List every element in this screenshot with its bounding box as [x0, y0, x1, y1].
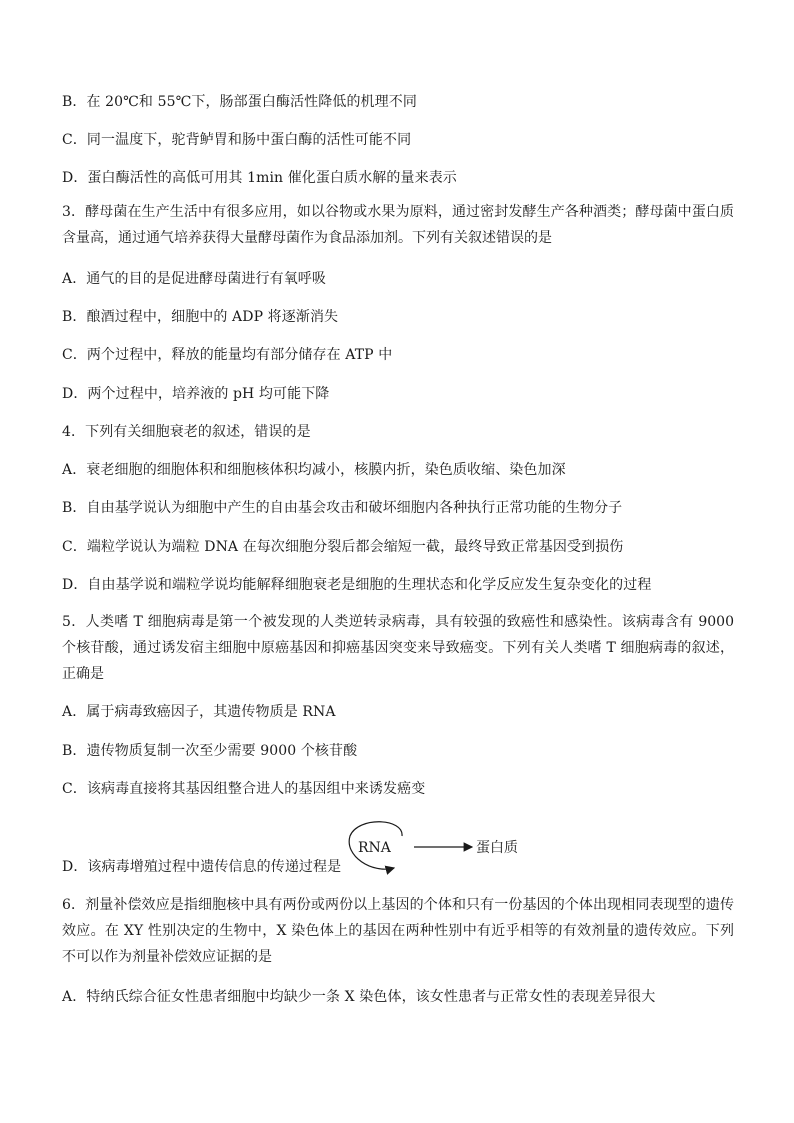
option-c-q2: C．同一温度下，驼背鲈胃和肠中蛋白酶的活性可能不同 [62, 132, 412, 148]
option-d-q2: D．蛋白酶活性的高低可用其 1min 催化蛋白质水解的量来表示 [62, 170, 457, 186]
rna-protein-diagram [344, 814, 544, 876]
option-b-q4: B．自由基学说认为细胞中产生的自由基会攻击和破坏细胞内各种执行正常功能的生物分子 [62, 500, 623, 516]
option-a-q3: A．通气的目的是促进酵母菌进行有氧呼吸 [62, 271, 327, 287]
option-d-q5: D．该病毒增殖过程中遗传信息的传递过程是 [62, 859, 342, 875]
question-4-stem: 4．下列有关细胞衰老的叙述，错误的是 [62, 424, 311, 440]
document-page [62, 0, 742, 1123]
option-c-q3: C．两个过程中，释放的能量均有部分储存在 ATP 中 [62, 347, 393, 363]
option-d-q3: D．两个过程中，培养液的 pH 均可能下降 [62, 386, 330, 402]
question-3-stem: 3．酵母菌在生产生活中有很多应用，如以谷物或水果为原料，通过密封发酵生产各种酒类；酵母菌中蛋白质含量高，通过通气培养获得大量酵母菌作为食品添加剂。下列有关叙述错误的是 [62, 204, 734, 246]
option-d-q4: D．自由基学说和端粒学说均能解释细胞衰老是细胞的生理状态和化学反应发生复杂变化的过程 [62, 577, 652, 593]
rna-protein-svg [344, 814, 544, 876]
option-b-q2: B．在 20℃和 55℃下，肠部蛋白酶活性降低的机理不同 [62, 94, 417, 110]
option-a-q4: A．衰老细胞的细胞体积和细胞核体积均减小，核膜内折，染色质收缩、染色加深 [62, 462, 566, 478]
protein-label: 蛋白质 [476, 840, 518, 856]
option-b-q3: B．酿酒过程中，细胞中的 ADP 将逐渐消失 [62, 309, 339, 325]
option-b-q5: B．遗传物质复制一次至少需要 9000 个核苷酸 [62, 743, 358, 759]
question-5-stem: 5．人类嗜 T 细胞病毒是第一个被发现的人类逆转录病毒，具有较强的致癌性和感染性。该病毒含有 9000 个核苷酸，通过诱发宿主细胞中原癌基因和抑癌基因突变来导致癌变。下列有关人类嗜 T 细胞病毒的叙述，正确是 [62, 614, 734, 682]
option-c-q5: C．该病毒直接将其基因组整合进人的基因组中来诱发癌变 [62, 781, 426, 797]
question-6-stem: 6．剂量补偿效应是指细胞核中具有两份或两份以上基因的个体和只有一份基因的个体出现相同表现型的遗传效应。在 XY 性别决定的生物中，X 染色体上的基因在两种性别中有近乎相等的有效剂量的遗传效应。下列不可以作为剂量补偿效应证据的是 [62, 897, 734, 965]
option-a-q5: A．属于病毒致癌因子，其遗传物质是 RNA [62, 704, 336, 720]
option-c-q4: C．端粒学说认为端粒 DNA 在每次细胞分裂后都会缩短一截，最终导致正常基因受到损伤 [62, 539, 624, 555]
option-a-q6: A．特纳氏综合征女性患者细胞中均缺少一条 X 染色体，该女性患者与正常女性的表现差异很大 [62, 989, 656, 1005]
rna-label: RNA [358, 840, 391, 856]
